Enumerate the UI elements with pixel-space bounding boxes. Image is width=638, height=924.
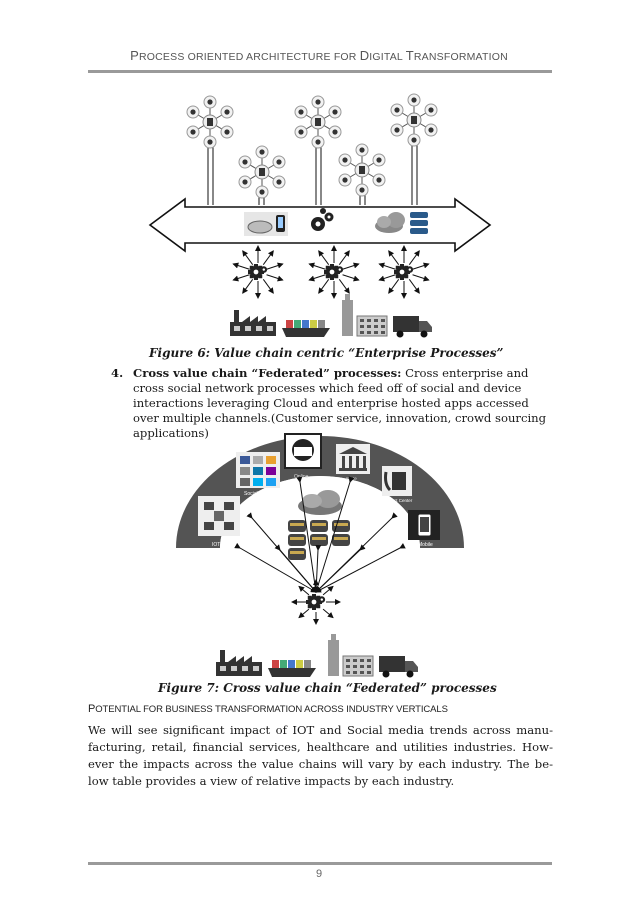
label-mobile: Mobile bbox=[418, 542, 433, 548]
label-iot: IOT bbox=[212, 542, 221, 548]
gear-icon bbox=[248, 264, 267, 280]
truck-icon bbox=[379, 656, 418, 678]
gear-icon bbox=[394, 264, 413, 280]
factory-icon bbox=[216, 650, 262, 676]
building-icon bbox=[357, 316, 387, 336]
truck-icon bbox=[393, 316, 432, 338]
server-icon bbox=[288, 520, 306, 532]
industry-icons-row-7 bbox=[216, 634, 418, 678]
device-hub-cluster bbox=[295, 96, 341, 148]
device-hub-cluster bbox=[391, 94, 437, 146]
gear-icon bbox=[306, 594, 325, 610]
body-paragraph: We will see significant impact of IOT and Social media trends across manu-facturing, retail, financial services, healthcare and utilities industries. How-ever the impacts across the value chains will vary by each industry. The be-low table provides a view of relative impacts by each industry. bbox=[88, 723, 553, 788]
cargo-ship-icon bbox=[282, 320, 330, 337]
cargo-ship-icon bbox=[268, 660, 316, 677]
factory-icon bbox=[230, 310, 276, 336]
industry-icons-row-6 bbox=[230, 294, 432, 338]
office-tower-icon bbox=[328, 634, 339, 676]
social-media-icon bbox=[236, 452, 280, 488]
figure-6-diagram bbox=[0, 0, 638, 345]
device-hub-cluster bbox=[187, 96, 233, 148]
store-icon bbox=[336, 444, 370, 474]
list-item-lead: Cross value chain “Federated” processes: bbox=[133, 366, 402, 380]
iot-icon bbox=[198, 496, 240, 536]
building-icon bbox=[343, 656, 373, 676]
running-header: PROCESS ORIENTED ARCHITECTURE FOR DIGITAL TRANSFORMATION bbox=[130, 48, 508, 63]
server-icon bbox=[288, 548, 306, 560]
server-icon bbox=[332, 534, 350, 546]
label-store: Store bbox=[346, 476, 357, 481]
list-item-text: Cross enterprise and cross social network processes which feed off of social and device interactions leveraging Cloud and enterprise hosted apps accessed over multiple channels.(Customer service, innovation, crowd sourcing applications) bbox=[133, 366, 547, 440]
server-icon bbox=[310, 534, 328, 546]
mobile-icon bbox=[408, 510, 440, 540]
server-icon bbox=[288, 534, 306, 546]
process-gear-hub bbox=[379, 246, 428, 298]
figure-7-caption: Figure 7: Cross value chain “Federated” processes bbox=[158, 681, 497, 695]
gear-icon bbox=[324, 264, 343, 280]
server-icon bbox=[310, 520, 328, 532]
page-number: 9 bbox=[315, 868, 323, 880]
device-hub-cluster bbox=[239, 146, 285, 198]
device-hub-cluster bbox=[339, 144, 385, 196]
figure-7-diagram bbox=[0, 430, 638, 680]
label-social-media: Social Media bbox=[244, 491, 273, 497]
label-online: Online bbox=[294, 474, 309, 480]
section-heading: POTENTIAL FOR BUSINESS TRANSFORMATION ACROSS INDUSTRY VERTICALS bbox=[88, 703, 448, 715]
list-item-4: 4. Cross value chain “Federated” processes: Cross enterprise and cross social network processes which feed off of social and device interactions leveraging Cloud and enterprise hosted apps accessed over multiple channels.(Customer service, innovation, crowd sourcing applications) bbox=[111, 366, 547, 440]
process-gear-hub bbox=[309, 246, 358, 298]
figure-6-caption: Figure 6: Value chain centric “Enterprise Processes” bbox=[149, 346, 504, 360]
process-gear-hub bbox=[233, 246, 282, 298]
online-icon bbox=[285, 434, 321, 468]
contact-center-icon bbox=[382, 466, 412, 496]
footer-rule bbox=[88, 862, 552, 865]
office-tower-icon bbox=[342, 294, 353, 336]
band-icon-devices bbox=[244, 212, 288, 236]
label-contact-center: Contact Center bbox=[382, 498, 413, 503]
